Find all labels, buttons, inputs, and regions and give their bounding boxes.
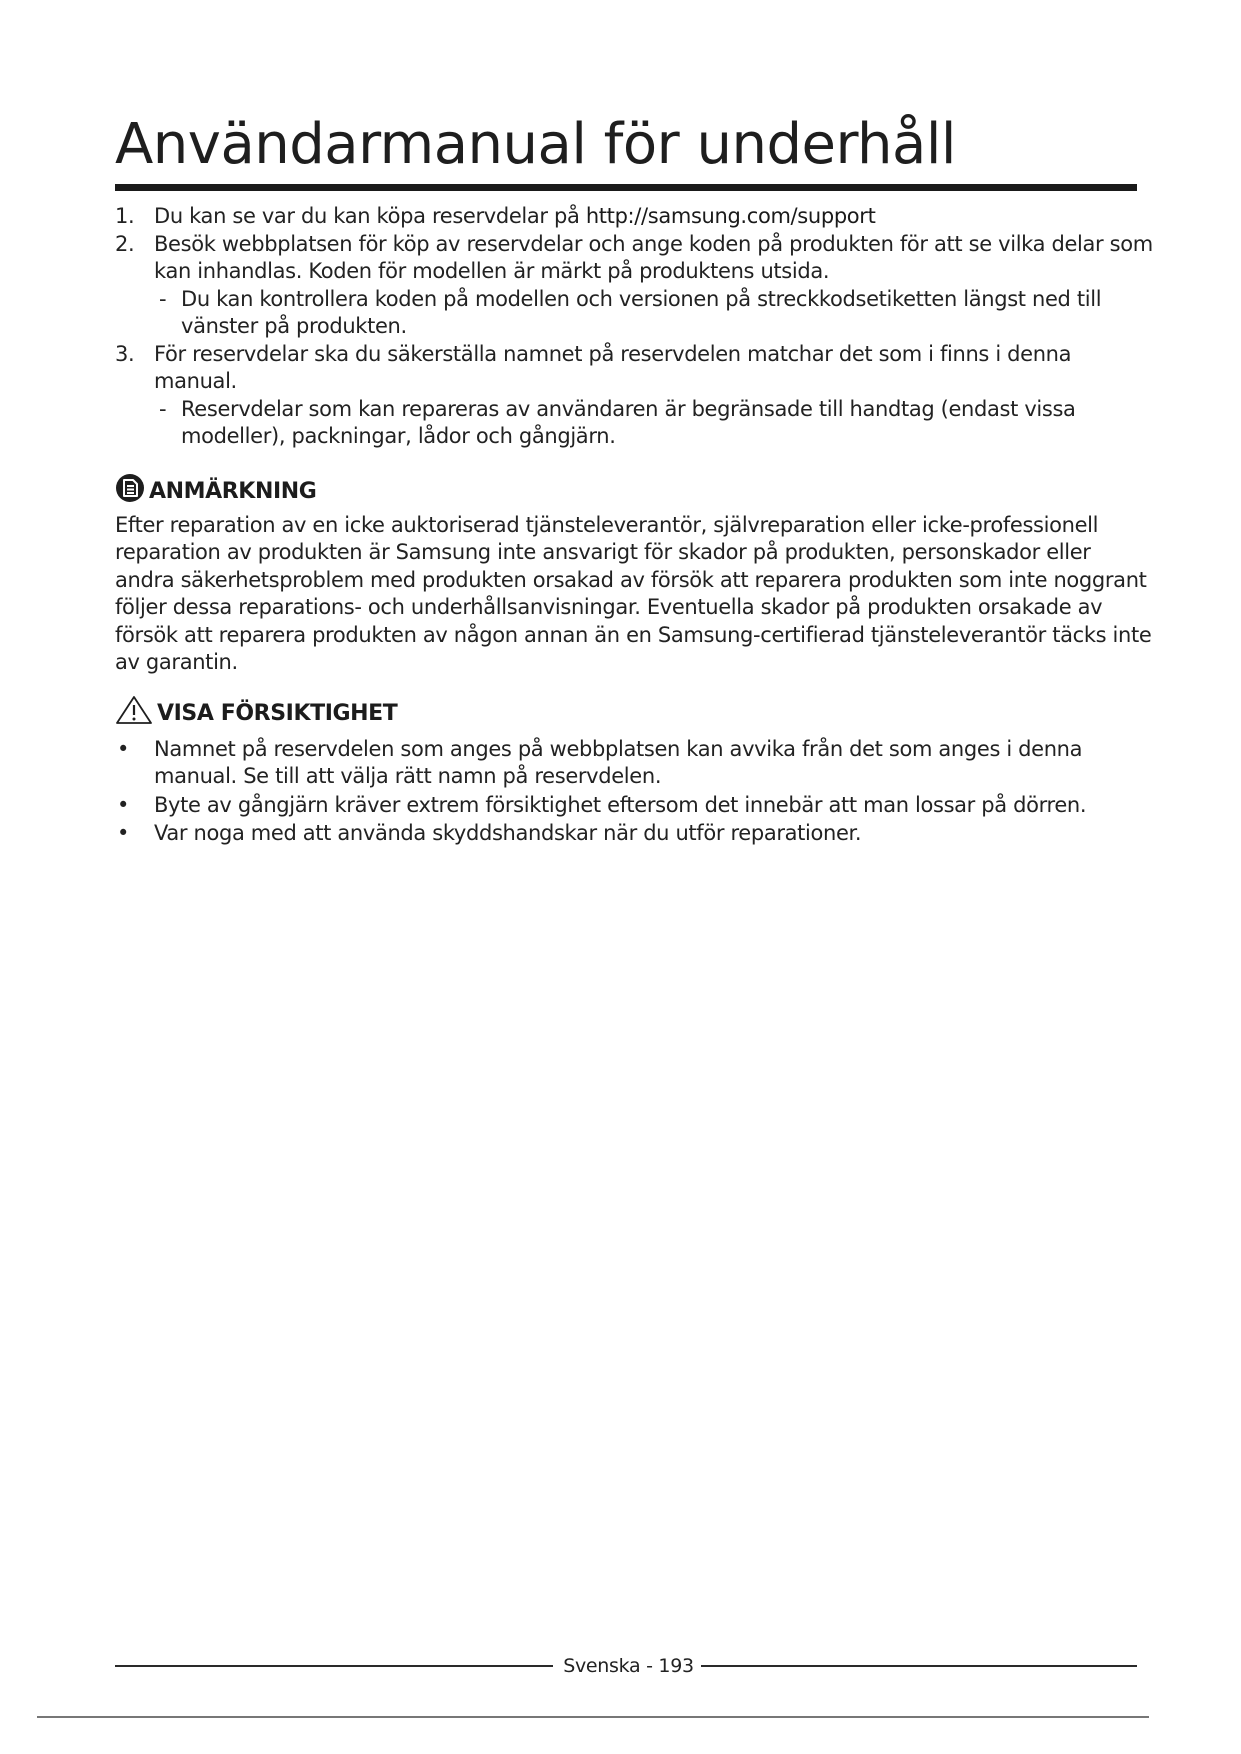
step-number: 3. (115, 341, 135, 366)
page-footer (115, 1651, 1137, 1681)
step-number: 2. (115, 231, 135, 256)
step-text: Du kan se var du kan köpa reservdelar på (154, 204, 586, 228)
caution-list (115, 736, 1155, 848)
caution-section (115, 695, 1155, 848)
page-bottom-divider (37, 1716, 1149, 1718)
page-number-label (556, 1651, 701, 1681)
support-link[interactable]: http://samsung.com/support (585, 204, 876, 228)
step-item-1 (115, 203, 1155, 231)
title-underline (115, 184, 1137, 191)
caution-item-text: Namnet på reservdelen som anges på webbplatsen kan avvika från det som anges i denna manual. Se till att välja rätt namn på reservdelen. (154, 736, 1083, 788)
note-section (115, 473, 1155, 677)
caution-item (115, 736, 1155, 791)
note-heading: ANMÄRKNING (149, 479, 317, 504)
footer-separator: - (640, 1655, 659, 1677)
bullet-marker: • (117, 821, 130, 845)
caution-heading: VISA FÖRSIKTIGHET (157, 701, 398, 726)
caution-item (115, 792, 1155, 820)
step-item-2 (115, 231, 1155, 341)
footer-rule-left (115, 1665, 553, 1667)
steps-list (115, 203, 1155, 451)
note-text: Efter reparation av en icke auktoriserad tjänsteleverantör, självreparation eller icke-professionell reparation av produkten är Samsung inte ansvarigt för skador på produkten, personskador eller andra säkerhetsproblem med produkten orsakad av försök att reparera produkten som inte noggrant följer dessa reparations- och underhållsanvisningar. Eventuella skador på produkten orsakade av försök att reparera produkten av någon annan än en Samsung-certifierad tjänsteleverantör täcks inte av garantin. (115, 512, 1152, 674)
step-text: Besök webbplatsen för köp av reservdelar och ange koden på produkten för att se vilka delar som kan inhandlas. Koden för modellen är märkt på produktens utsida. (154, 231, 1153, 283)
bullet-marker: • (117, 792, 130, 817)
main-content (115, 203, 1155, 849)
subnote-text: Reservdelar som kan repareras av användaren är begränsade till handtag (endast vissa modeller), packningar, lådor och gångjärn. (181, 396, 1076, 448)
caution-item (115, 820, 1155, 848)
page-title: Användarmanual för underhåll (115, 112, 956, 177)
dash-marker: - (159, 286, 167, 311)
caution-heading-row (115, 695, 1155, 734)
step-subnote (154, 286, 1155, 341)
warning-triangle-icon (115, 695, 153, 734)
note-icon (115, 473, 145, 512)
bullet-marker: • (117, 736, 130, 761)
subnote-text: Du kan kontrollera koden på modellen och versionen på streckkodsetiketten längst ned till vänster på produkten. (181, 286, 1102, 338)
step-number: 1. (115, 204, 135, 228)
footer-language: Svenska (563, 1655, 641, 1677)
caution-item-text: Var noga med att använda skyddshandskar när du utför reparationer. (154, 821, 862, 845)
dash-marker: - (159, 396, 167, 421)
step-subnote (154, 396, 1155, 451)
step-text: För reservdelar ska du säkerställa namnet på reservdelen matchar det som i finns i denna manual. (154, 341, 1072, 393)
step-item-3 (115, 341, 1155, 451)
footer-rule-right (701, 1665, 1137, 1667)
footer-page-number: 193 (658, 1655, 694, 1677)
caution-item-text: Byte av gångjärn kräver extrem försiktighet eftersom det innebär att man lossar på dörren. (154, 792, 1087, 817)
note-heading-row (115, 473, 1155, 512)
